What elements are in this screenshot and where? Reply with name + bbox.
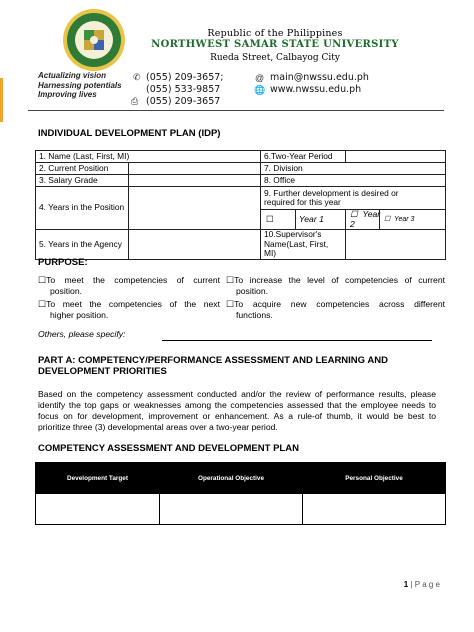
page-footer <box>404 580 440 589</box>
idp-years-position-label: 4. Years in the Position <box>36 187 129 230</box>
purpose-3-checkbox[interactable]: ☐ <box>38 299 47 309</box>
idp-years-agency-label: 5. Years in the Agency <box>36 230 129 260</box>
purpose-2-checkbox[interactable]: ☐ <box>226 275 235 285</box>
header-university-name: NORTHWEST SAMAR STATE UNIVERSITY <box>151 39 399 50</box>
phone-1: (055) 209-3657; <box>146 72 224 83</box>
personal-objective-cell[interactable] <box>303 494 446 525</box>
idp-supervisor-value[interactable] <box>346 230 446 260</box>
motto-line: Harnessing potentials <box>38 80 122 90</box>
purpose-option-3[interactable] <box>38 299 220 321</box>
purpose-option-2[interactable] <box>226 275 445 297</box>
purpose-title: PURPOSE: <box>38 257 88 268</box>
page-separator: | <box>408 580 415 589</box>
part-a-title-line2: DEVELOPMENT PRIORITIES <box>38 366 167 377</box>
idp-position-value[interactable] <box>129 163 261 175</box>
column-header-development-target: Development Target <box>36 463 160 494</box>
purpose-option-1[interactable] <box>38 275 220 297</box>
header-accent-bar <box>0 78 3 122</box>
idp-period-label: 6.Two-Year Period <box>261 151 346 163</box>
purpose-3-text-cont: higher position. <box>50 310 109 320</box>
header-divider <box>28 110 444 111</box>
column-header-personal-objective: Personal Objective <box>303 463 446 494</box>
page-number: 1 <box>403 580 409 589</box>
email-link[interactable]: main@nwssu.edu.ph <box>270 72 369 83</box>
purpose-1-checkbox[interactable]: ☐ <box>38 275 47 285</box>
globe-icon: 🌐 <box>254 85 266 95</box>
idp-years-position-value[interactable] <box>129 187 261 230</box>
others-input-line[interactable] <box>162 340 432 341</box>
idp-office-label: 8. Office <box>261 175 446 187</box>
purpose-option-4[interactable] <box>226 299 445 321</box>
phone-3: (055) 209-3657 <box>146 96 221 107</box>
idp-name-label: 1. Name (Last, First, MI) <box>36 151 261 163</box>
idp-salary-label: 3. Salary Grade <box>36 175 129 187</box>
purpose-1-text-cont: position. <box>50 286 83 296</box>
motto-line: Actualizing vision <box>38 71 107 80</box>
year1-checkbox[interactable]: ☐ <box>261 210 296 230</box>
year2-label[interactable]: ☐ Year 2 <box>346 210 380 230</box>
purpose-4-text-cont: functions. <box>236 310 273 320</box>
assessment-title: COMPETENCY ASSESSMENT AND DEVELOPMENT PLAN <box>38 443 299 454</box>
website-link[interactable]: www.nwssu.edu.ph <box>270 84 362 95</box>
idp-further-dev-label <box>261 187 446 210</box>
idp-supervisor-label: 10.Supervisor's Name(Last, First, MI) <box>261 230 346 260</box>
header-republic: Republic of the Philippines <box>207 28 343 39</box>
idp-further-dev-text: 9. Further development is desired or required for this year <box>264 187 399 207</box>
purpose-3-text: To meet the competencies of the next <box>46 299 220 309</box>
page-label: P a g e <box>414 580 440 589</box>
phone-2: (055) 533-9857 <box>146 84 221 95</box>
part-a-title-line1: PART A: COMPETENCY/PERFORMANCE ASSESSMENT AND LEARNING AND <box>38 355 388 366</box>
idp-position-label: 2. Current Position <box>36 163 129 175</box>
header-address: Rueda Street, Calbayog City <box>210 53 340 63</box>
purpose-4-text: To acquire new competencies across different <box>234 299 445 309</box>
development-target-cell[interactable] <box>36 494 160 525</box>
idp-period-value[interactable] <box>346 151 446 163</box>
purpose-2-text: To increase the level of competencies of current <box>234 275 445 285</box>
idp-salary-value[interactable] <box>129 175 261 187</box>
others-label: Others, please specify: <box>38 329 126 339</box>
purpose-1-text: To meet the competencies of current <box>46 275 220 285</box>
part-a-title <box>38 355 448 377</box>
purpose-4-checkbox[interactable]: ☐ <box>226 299 235 309</box>
idp-table <box>35 150 446 260</box>
fax-icon: ⎙ <box>131 96 139 106</box>
email-icon: @ <box>255 73 265 83</box>
idp-division-label: 7. Division <box>261 163 446 175</box>
phone-icon: ✆ <box>133 72 141 82</box>
column-header-operational-objective: Operational Objective <box>160 463 303 494</box>
year2-text: Year 2 <box>350 209 381 229</box>
purpose-2-text-cont: position. <box>236 286 269 296</box>
year3-text: Year 3 <box>394 215 415 223</box>
year1-label: Year 1 <box>296 210 346 230</box>
assessment-table <box>35 462 446 525</box>
university-seal-logo <box>62 8 126 72</box>
motto <box>38 71 122 100</box>
year3-label[interactable]: ☐ Year 3 <box>380 210 446 230</box>
idp-years-agency-value[interactable] <box>129 230 261 260</box>
motto-line: Improving lives <box>38 90 97 99</box>
operational-objective-cell[interactable] <box>160 494 303 525</box>
part-a-body: Based on the competency assessment conducted and/or the review of performance results, please identify the top gaps or weaknesses among the competencies assessed that the employee needs to focus on for development, improvement or enhancement. As a rule-of thumb, it would be best to prioritize three (3) developmental areas over a two-year period. <box>38 389 436 432</box>
plan-title: INDIVIDUAL DEVELOPMENT PLAN (IDP) <box>38 128 221 139</box>
